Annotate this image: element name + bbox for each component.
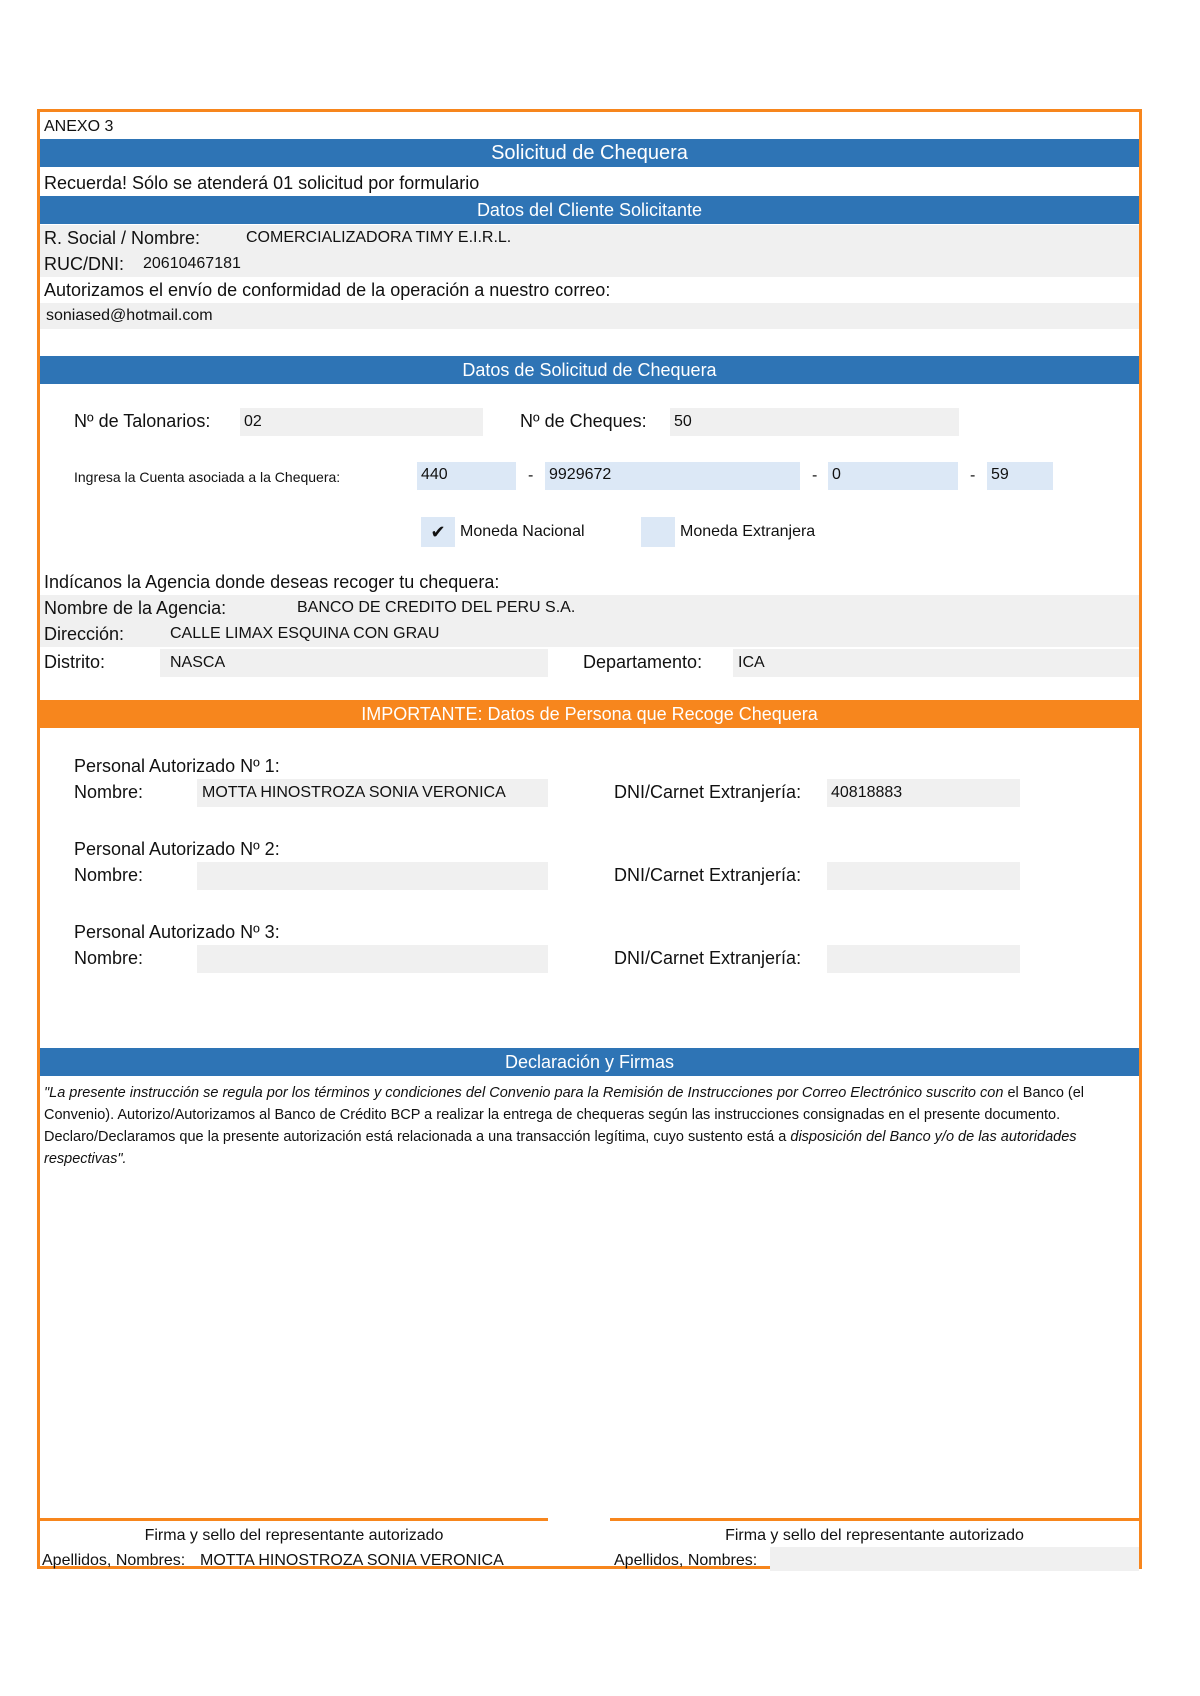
agency-prompt: Indícanos la Agencia donde deseas recoger tu chequera: <box>44 572 500 592</box>
agency-address-label: Dirección: <box>44 624 125 644</box>
account-part-1: 440 <box>421 466 448 483</box>
signature-line-left <box>40 1518 548 1521</box>
talonarios-value: 02 <box>244 413 262 430</box>
cheques-field[interactable] <box>670 408 959 436</box>
person-2-name-label: Nombre: <box>74 865 144 885</box>
request-section-header: Datos de Solicitud de Chequera <box>40 356 1139 384</box>
national-currency-checkbox[interactable]: ✔ <box>421 517 455 547</box>
email-field[interactable]: soniased@hotmail.com <box>46 307 213 324</box>
declaration-text <box>44 1082 1138 1170</box>
signature-line-right <box>610 1518 1139 1521</box>
account-part-2: 9929672 <box>549 466 612 483</box>
district-label: Distrito: <box>44 652 106 672</box>
account-dash-2: - <box>812 467 818 484</box>
annex-label: ANEXO 3 <box>44 118 114 135</box>
client-ruc-label: RUC/DNI: <box>44 254 124 274</box>
account-part-4: 59 <box>991 466 1009 483</box>
national-currency-label: Moneda Nacional <box>460 523 585 540</box>
talonarios-label: Nº de Talonarios: <box>74 411 211 431</box>
declaration-body: el Banco (el Convenio). Autorizo/Autorizamos al Banco de Crédito BCP a realizar la entrega de chequeras según las instrucciones consignadas en el presente documento. Declaro/Declaramos que la presente autorización está relacionada a una transacción legítima, cuyo sustento está a <box>44 1085 1085 1145</box>
person-2-doc-field[interactable] <box>827 862 1020 890</box>
district-value: NASCA <box>170 654 226 671</box>
account-dash-3: - <box>970 467 976 484</box>
person-3-name-field[interactable] <box>197 945 548 973</box>
signature-name-left[interactable]: MOTTA HINOSTROZA SONIA VERONICA <box>200 1552 504 1569</box>
client-name-label: R. Social / Nombre: <box>44 228 201 248</box>
person-2-title: Personal Autorizado Nº 2: <box>74 839 280 859</box>
signature-names-label-right: Apellidos, Nombres: <box>614 1552 758 1569</box>
person-3-title: Personal Autorizado Nº 3: <box>74 922 280 942</box>
agency-name-field[interactable]: BANCO DE CREDITO DEL PERU S.A. <box>297 599 576 616</box>
client-ruc-field[interactable]: 20610467181 <box>143 255 241 272</box>
person-3-name-label: Nombre: <box>74 948 144 968</box>
declaration-section-header: Declaración y Firmas <box>40 1048 1139 1076</box>
client-section-header: Datos del Cliente Solicitante <box>40 196 1139 224</box>
person-1-title: Personal Autorizado Nº 1: <box>74 756 280 776</box>
account-dash-1: - <box>528 467 534 484</box>
talonarios-field[interactable] <box>240 408 483 436</box>
account-label: Ingresa la Cuenta asociada a la Chequera: <box>74 469 341 485</box>
department-field[interactable] <box>733 649 1139 677</box>
cheques-label: Nº de Cheques: <box>520 411 647 431</box>
declaration-italic-end: disposición del Banco y/o de las autoridades respectivas". <box>44 1129 1077 1167</box>
signature-caption-left: Firma y sello del representante autorizado <box>144 1527 444 1544</box>
person-3-doc-label: DNI/Carnet Extranjería: <box>614 948 802 968</box>
person-1-name-value: MOTTA HINOSTROZA SONIA VERONICA <box>202 784 506 801</box>
signature-name-right-field[interactable] <box>770 1547 1139 1571</box>
person-3-doc-field[interactable] <box>827 945 1020 973</box>
department-value: ICA <box>738 654 765 671</box>
persons-section-header: IMPORTANTE: Datos de Persona que Recoge Chequera <box>40 700 1139 728</box>
client-name-field[interactable]: COMERCIALIZADORA TIMY E.I.R.L. <box>246 229 512 246</box>
person-2-name-field[interactable] <box>197 862 548 890</box>
reminder-text: Recuerda! Sólo se atenderá 01 solicitud por formulario <box>44 173 480 193</box>
account-part-3-field[interactable] <box>828 462 958 490</box>
foreign-currency-checkbox[interactable] <box>641 517 675 547</box>
signature-names-label-left: Apellidos, Nombres: <box>42 1552 186 1569</box>
agency-name-label: Nombre de la Agencia: <box>44 598 227 618</box>
declaration-italic-start: "La presente instrucción se regula por los términos y condiciones del Convenio para la Remisión de Instrucciones por Correo Electrónico suscrito con <box>44 1085 1004 1101</box>
person-1-doc-value: 40818883 <box>831 784 903 801</box>
person-2-doc-label: DNI/Carnet Extranjería: <box>614 865 802 885</box>
cheques-value: 50 <box>674 413 692 430</box>
form-title: Solicitud de Chequera <box>40 139 1139 167</box>
person-1-name-label: Nombre: <box>74 782 144 802</box>
agency-address-field[interactable]: CALLE LIMAX ESQUINA CON GRAU <box>170 625 440 642</box>
person-1-doc-label: DNI/Carnet Extranjería: <box>614 782 802 802</box>
account-part-3: 0 <box>832 466 841 483</box>
email-consent-label: Autorizamos el envío de conformidad de la operación a nuestro correo: <box>44 280 611 300</box>
signature-caption-right: Firma y sello del representante autorizado <box>725 1527 1024 1544</box>
foreign-currency-label: Moneda Extranjera <box>680 523 816 540</box>
form-frame <box>37 109 1142 1569</box>
department-label: Departamento: <box>583 652 703 672</box>
